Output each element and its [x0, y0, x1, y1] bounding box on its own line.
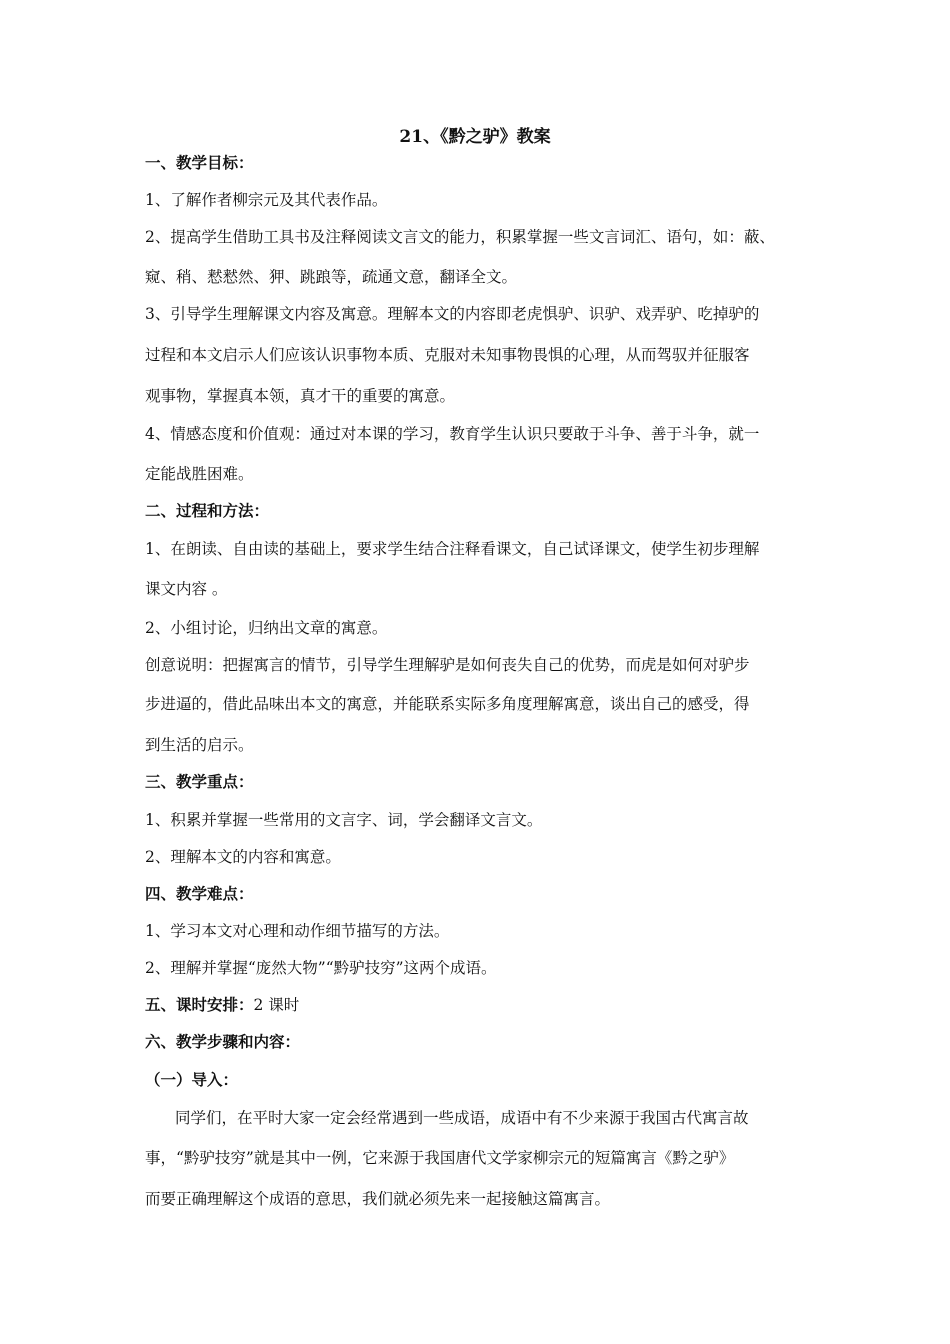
section-heading-objectives: 一、教学目标： [145, 153, 254, 172]
schedule-line [145, 993, 815, 1017]
section-heading-key-points: 三、教学重点： [145, 772, 254, 791]
text-line: 2、理解本文的内容和寓意。 [145, 848, 341, 866]
text-line: 3、引导学生理解课文内容及寓意。理解本文的内容即老虎惧驴、识驴、戏弄驴、吃掉驴的 [145, 305, 760, 323]
text-line: 2、提高学生借助工具书及注释阅读文言文的能力，积累掌握一些文言词汇、语句，如：蔽、 [145, 228, 775, 246]
text-line: 步进逼的，借此品味出本文的寓意，并能联系实际多角度理解寓意，谈出自己的感受，得 [145, 695, 750, 713]
section-heading-schedule: 五、课时安排： [145, 995, 254, 1014]
text-line: 创意说明：把握寓言的情节，引导学生理解驴是如何丧失自己的优势，而虎是如何对驴步 [145, 656, 750, 674]
document-title: 21、《黔之驴》教案 [399, 127, 551, 147]
subsection-heading-intro: （一）导入： [145, 1070, 239, 1089]
text-line: 1、积累并掌握一些常用的文言字、词，学会翻译文言文。 [145, 811, 543, 829]
section-heading-steps: 六、教学步骤和内容： [145, 1032, 301, 1051]
text-line: 2、理解并掌握“庞然大物”“黔驴技穷”这两个成语。 [145, 959, 497, 977]
text-line: 4、情感态度和价值观：通过对本课的学习，教育学生认识只要敢于斗争、善于斗争，就一 [145, 425, 760, 443]
schedule-value: 2 课时 [253, 996, 300, 1014]
text-line: 1、学习本文对心理和动作细节描写的方法。 [145, 922, 450, 940]
text-line: 过程和本文启示人们应该认识事物本质、克服对未知事物畏惧的心理，从而驾驭并征服客 [145, 346, 750, 364]
text-line: 同学们，在平时大家一定会经常遇到一些成语，成语中有不少来源于我国古代寓言故 [175, 1109, 749, 1127]
text-line: 到生活的启示。 [145, 736, 254, 754]
text-line: 1、了解作者柳宗元及其代表作品。 [145, 191, 388, 209]
text-line: 窥、稍、慭慭然、狎、跳踉等，疏通文意，翻译全文。 [145, 268, 518, 286]
text-line: 观事物，掌握真本领，真才干的重要的寓意。 [145, 387, 456, 405]
text-line: 事，“黔驴技穷”就是其中一例，它来源于我国唐代文学家柳宗元的短篇寓言《黔之驴》 [145, 1149, 735, 1167]
section-heading-process-methods: 二、过程和方法： [145, 501, 270, 520]
text-line: 1、在朗读、自由读的基础上，要求学生结合注释看课文，自己试译课文，使学生初步理解 [145, 540, 760, 558]
text-line: 课文内容 。 [145, 580, 228, 598]
text-line: 而要正确理解这个成语的意思，我们就必须先来一起接触这篇寓言。 [145, 1190, 611, 1208]
section-heading-difficulties: 四、教学难点： [145, 884, 254, 903]
text-line: 2、小组讨论，归纳出文章的寓意。 [145, 619, 388, 637]
text-line: 定能战胜困难。 [145, 465, 254, 483]
